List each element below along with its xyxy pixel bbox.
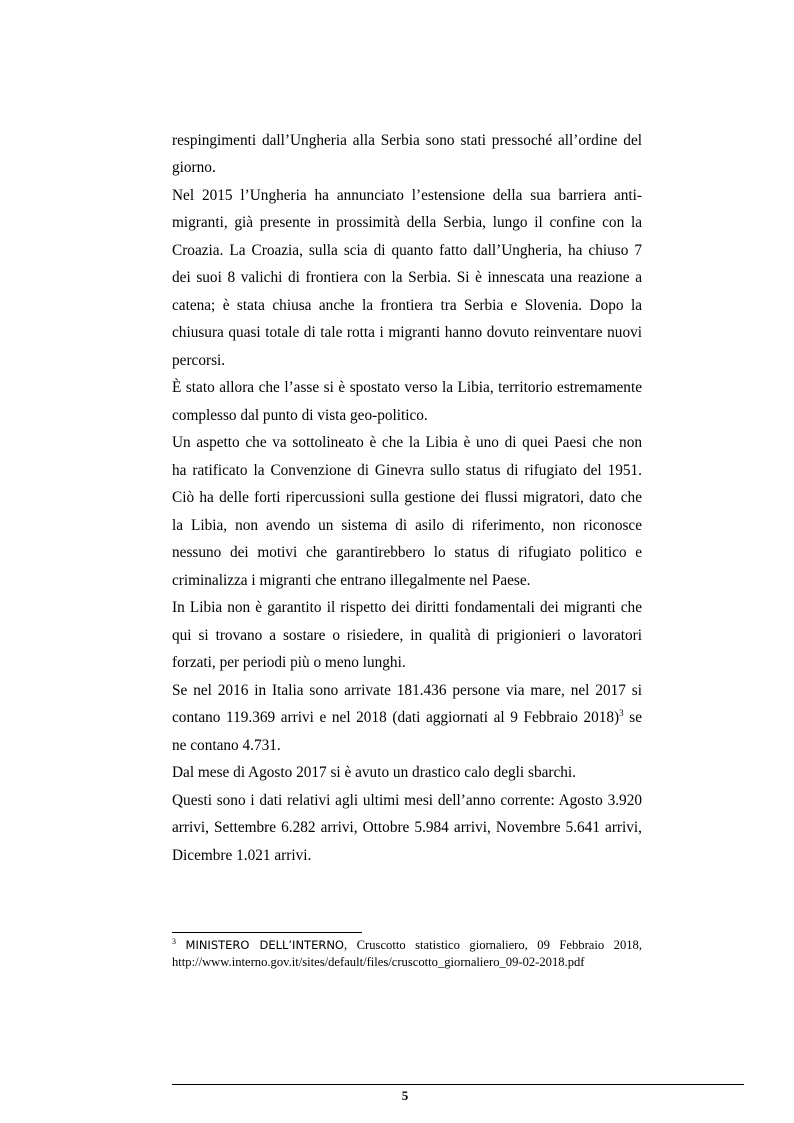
body-line: criminalizza i migranti che entrano illegalmente nel Paese. [172,572,531,589]
body-line: complesso dal punto di vista geo-politico. [172,407,428,424]
body-line: Se nel 2016 in Italia sono arrivate 181.436 persone via mare, nel 2017 si [172,682,642,699]
footnote-url[interactable]: http://www.interno.gov.it/sites/default/files/cruscotto_giornaliero_09-02-2018.pdf [172,955,585,969]
footnote-reference[interactable]: 3 [619,708,624,718]
body-line: ne contano 4.731. [172,737,281,754]
body-line: catena; è stata chiusa anche la frontiera tra Serbia e Slovenia. Dopo la [172,297,642,314]
body-line: Dicembre 1.021 arrivi. [172,847,312,864]
footnote-separator [172,932,362,933]
footnote-author: MINISTERO DELL’INTERNO [185,938,344,952]
body-line: In Libia non è garantito il rispetto dei diritti fondamentali dei migranti che [172,599,642,616]
body-line: Questi sono i dati relativi agli ultimi mesi dell’anno corrente: Agosto 3.920 [172,792,642,809]
footer-separator [172,1084,744,1085]
footnote-line [172,938,642,953]
body-line: qui si trovano a sostare o risiedere, in qualità di prigionieri o lavoratori [172,627,642,644]
body-line: la Libia, non avendo un sistema di asilo di riferimento, non riconosce [172,517,642,534]
body-line: chiusura quasi totale di tale rotta i migranti hanno dovuto reinventare nuovi [172,324,642,341]
body-line: dei suoi 8 valichi di frontiera con la Serbia. Si è innescata una reazione a [172,269,642,286]
body-line-with-footnote [172,709,642,727]
body-line: ha ratificato la Convenzione di Ginevra sullo status di rifugiato del 1951. [172,462,642,479]
body-line-text: contano 119.369 arrivi e nel 2018 (dati aggiornati al 9 Febbraio 2018) [172,709,620,726]
body-line: forzati, per periodi più o meno lunghi. [172,654,406,671]
body-line: arrivi, Settembre 6.282 arrivi, Ottobre 5.984 arrivi, Novembre 5.641 arrivi, [172,819,642,836]
body-line: Dal mese di Agosto 2017 si è avuto un drastico calo degli sbarchi. [172,764,577,781]
body-line: Un aspetto che va sottolineato è che la Libia è uno di quei Paesi che non [172,434,642,451]
body-line-tail: se [623,709,642,726]
body-line: migranti, già presente in prossimità della Serbia, lungo il confine con la [172,214,642,231]
body-line: Ciò ha delle forti ripercussioni sulla gestione dei flussi migratori, dato che [172,489,642,506]
body-line: nessuno dei motivi che garantirebbero lo status di rifugiato politico e [172,544,642,561]
body-line: percorsi. [172,352,226,369]
page-number: 5 [401,1088,409,1103]
footnote-text: , Cruscotto statistico giornaliero, 09 Febbraio 2018, [344,938,643,952]
footnote-number: 3 [172,937,176,946]
body-line: respingimenti dall’Ungheria alla Serbia sono stati pressoché all’ordine del [172,132,642,149]
body-line: Croazia. La Croazia, sulla scia di quanto fatto dall’Ungheria, ha chiuso 7 [172,242,642,259]
body-line: È stato allora che l’asse si è spostato verso la Libia, territorio estremamente [172,379,642,396]
body-line: Nel 2015 l’Ungheria ha annunciato l’estensione della sua barriera anti- [172,187,642,204]
body-line: giorno. [172,159,216,176]
